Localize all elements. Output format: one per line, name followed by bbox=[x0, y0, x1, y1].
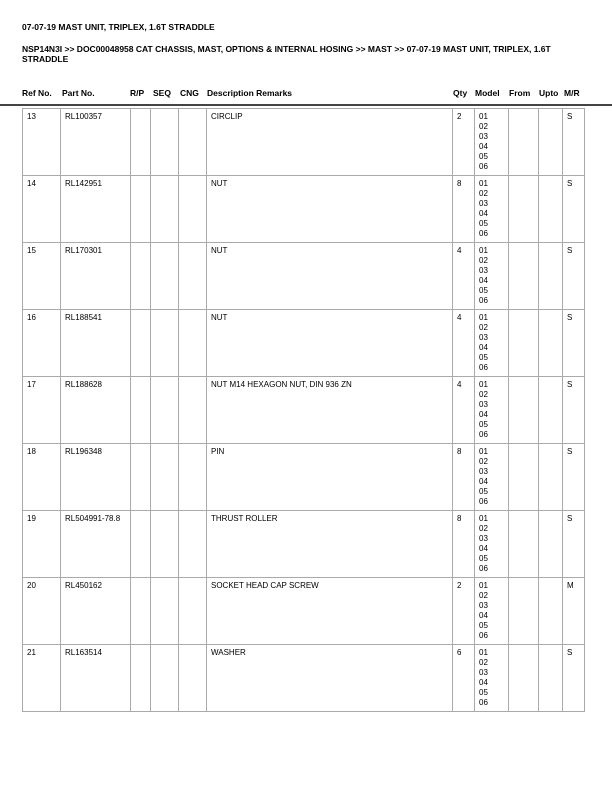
cng-cell bbox=[179, 310, 207, 377]
mr-cell: M bbox=[563, 578, 585, 645]
seq-cell bbox=[151, 310, 179, 377]
model-cell: 01 02 03 04 05 06 bbox=[475, 511, 509, 578]
upto-cell bbox=[539, 578, 563, 645]
from-cell bbox=[509, 243, 539, 310]
ref-no-cell: 17 bbox=[23, 377, 61, 444]
rp-cell bbox=[131, 109, 151, 176]
description-cell: CIRCLIP bbox=[207, 109, 453, 176]
rp-cell bbox=[131, 377, 151, 444]
part-no-cell: RL163514 bbox=[61, 645, 131, 712]
col-from: From bbox=[509, 88, 531, 98]
mr-cell: S bbox=[563, 243, 585, 310]
description-cell: NUT M14 HEXAGON NUT, DIN 936 ZN bbox=[207, 377, 453, 444]
ref-no-cell: 14 bbox=[23, 176, 61, 243]
table-header bbox=[0, 88, 612, 106]
ref-no-cell: 16 bbox=[23, 310, 61, 377]
upto-cell bbox=[539, 310, 563, 377]
description-cell: NUT bbox=[207, 243, 453, 310]
upto-cell bbox=[539, 444, 563, 511]
description-cell: SOCKET HEAD CAP SCREW bbox=[207, 578, 453, 645]
rp-cell bbox=[131, 176, 151, 243]
part-no-cell: RL188541 bbox=[61, 310, 131, 377]
part-no-cell: RL504991-78.8 bbox=[61, 511, 131, 578]
ref-no-cell: 19 bbox=[23, 511, 61, 578]
col-ref: Ref No. bbox=[22, 88, 52, 98]
mr-cell: S bbox=[563, 109, 585, 176]
cng-cell bbox=[179, 377, 207, 444]
qty-cell: 8 bbox=[453, 176, 475, 243]
seq-cell bbox=[151, 444, 179, 511]
seq-cell bbox=[151, 511, 179, 578]
col-part: Part No. bbox=[62, 88, 95, 98]
table-row bbox=[23, 377, 585, 444]
rp-cell bbox=[131, 243, 151, 310]
rp-cell bbox=[131, 511, 151, 578]
qty-cell: 2 bbox=[453, 578, 475, 645]
from-cell bbox=[509, 176, 539, 243]
rp-cell bbox=[131, 310, 151, 377]
breadcrumb: NSP14N3I >> DOC00048958 CAT CHASSIS, MAST, OPTIONS & INTERNAL HOSING >> MAST >> 07-07-19 MAST UNIT, TRIPLEX, 1.6T STRADDLE bbox=[22, 44, 551, 64]
table-row bbox=[23, 578, 585, 645]
ref-no-cell: 21 bbox=[23, 645, 61, 712]
table-row bbox=[23, 444, 585, 511]
rp-cell bbox=[131, 578, 151, 645]
qty-cell: 8 bbox=[453, 511, 475, 578]
from-cell bbox=[509, 444, 539, 511]
col-rp: R/P bbox=[130, 88, 145, 98]
col-upto: Upto bbox=[539, 88, 559, 98]
from-cell bbox=[509, 645, 539, 712]
ref-no-cell: 15 bbox=[23, 243, 61, 310]
model-cell: 01 02 03 04 05 06 bbox=[475, 243, 509, 310]
seq-cell bbox=[151, 243, 179, 310]
table-row bbox=[23, 310, 585, 377]
from-cell bbox=[509, 310, 539, 377]
cng-cell bbox=[179, 645, 207, 712]
ref-no-cell: 18 bbox=[23, 444, 61, 511]
part-no-cell: RL188628 bbox=[61, 377, 131, 444]
upto-cell bbox=[539, 377, 563, 444]
model-cell: 01 02 03 04 05 06 bbox=[475, 109, 509, 176]
part-no-cell: RL100357 bbox=[61, 109, 131, 176]
part-no-cell: RL196348 bbox=[61, 444, 131, 511]
qty-cell: 4 bbox=[453, 377, 475, 444]
cng-cell bbox=[179, 243, 207, 310]
model-cell: 01 02 03 04 05 06 bbox=[475, 645, 509, 712]
cng-cell bbox=[179, 109, 207, 176]
seq-cell bbox=[151, 109, 179, 176]
cng-cell bbox=[179, 511, 207, 578]
part-no-cell: RL450162 bbox=[61, 578, 131, 645]
mr-cell: S bbox=[563, 645, 585, 712]
mr-cell: S bbox=[563, 176, 585, 243]
mr-cell: S bbox=[563, 444, 585, 511]
part-no-cell: RL142951 bbox=[61, 176, 131, 243]
page-title: 07-07-19 MAST UNIT, TRIPLEX, 1.6T STRADDLE bbox=[22, 22, 215, 32]
col-mr: M/R bbox=[564, 88, 580, 98]
model-cell: 01 02 03 04 05 06 bbox=[475, 310, 509, 377]
ref-no-cell: 13 bbox=[23, 109, 61, 176]
upto-cell bbox=[539, 511, 563, 578]
seq-cell bbox=[151, 645, 179, 712]
from-cell bbox=[509, 578, 539, 645]
qty-cell: 2 bbox=[453, 109, 475, 176]
qty-cell: 6 bbox=[453, 645, 475, 712]
col-desc: Description Remarks bbox=[207, 88, 293, 98]
rp-cell bbox=[131, 444, 151, 511]
model-cell: 01 02 03 04 05 06 bbox=[475, 444, 509, 511]
model-cell: 01 02 03 04 05 06 bbox=[475, 377, 509, 444]
part-no-cell: RL170301 bbox=[61, 243, 131, 310]
qty-cell: 8 bbox=[453, 444, 475, 511]
col-qty: Qty bbox=[453, 88, 468, 98]
upto-cell bbox=[539, 176, 563, 243]
table-row bbox=[23, 645, 585, 712]
mr-cell: S bbox=[563, 377, 585, 444]
cng-cell bbox=[179, 578, 207, 645]
parts-table bbox=[22, 108, 585, 712]
col-cng: CNG bbox=[180, 88, 199, 98]
model-cell: 01 02 03 04 05 06 bbox=[475, 176, 509, 243]
qty-cell: 4 bbox=[453, 243, 475, 310]
seq-cell bbox=[151, 176, 179, 243]
col-model: Model bbox=[475, 88, 500, 98]
from-cell bbox=[509, 377, 539, 444]
description-cell: THRUST ROLLER bbox=[207, 511, 453, 578]
description-cell: PIN bbox=[207, 444, 453, 511]
table-row bbox=[23, 109, 585, 176]
upto-cell bbox=[539, 243, 563, 310]
rp-cell bbox=[131, 645, 151, 712]
col-seq: SEQ bbox=[153, 88, 171, 98]
cng-cell bbox=[179, 444, 207, 511]
description-cell: WASHER bbox=[207, 645, 453, 712]
ref-no-cell: 20 bbox=[23, 578, 61, 645]
from-cell bbox=[509, 109, 539, 176]
table-row bbox=[23, 243, 585, 310]
qty-cell: 4 bbox=[453, 310, 475, 377]
table-row bbox=[23, 176, 585, 243]
seq-cell bbox=[151, 377, 179, 444]
description-cell: NUT bbox=[207, 310, 453, 377]
description-cell: NUT bbox=[207, 176, 453, 243]
from-cell bbox=[509, 511, 539, 578]
seq-cell bbox=[151, 578, 179, 645]
table-row bbox=[23, 511, 585, 578]
mr-cell: S bbox=[563, 310, 585, 377]
upto-cell bbox=[539, 109, 563, 176]
cng-cell bbox=[179, 176, 207, 243]
model-cell: 01 02 03 04 05 06 bbox=[475, 578, 509, 645]
mr-cell: S bbox=[563, 511, 585, 578]
upto-cell bbox=[539, 645, 563, 712]
